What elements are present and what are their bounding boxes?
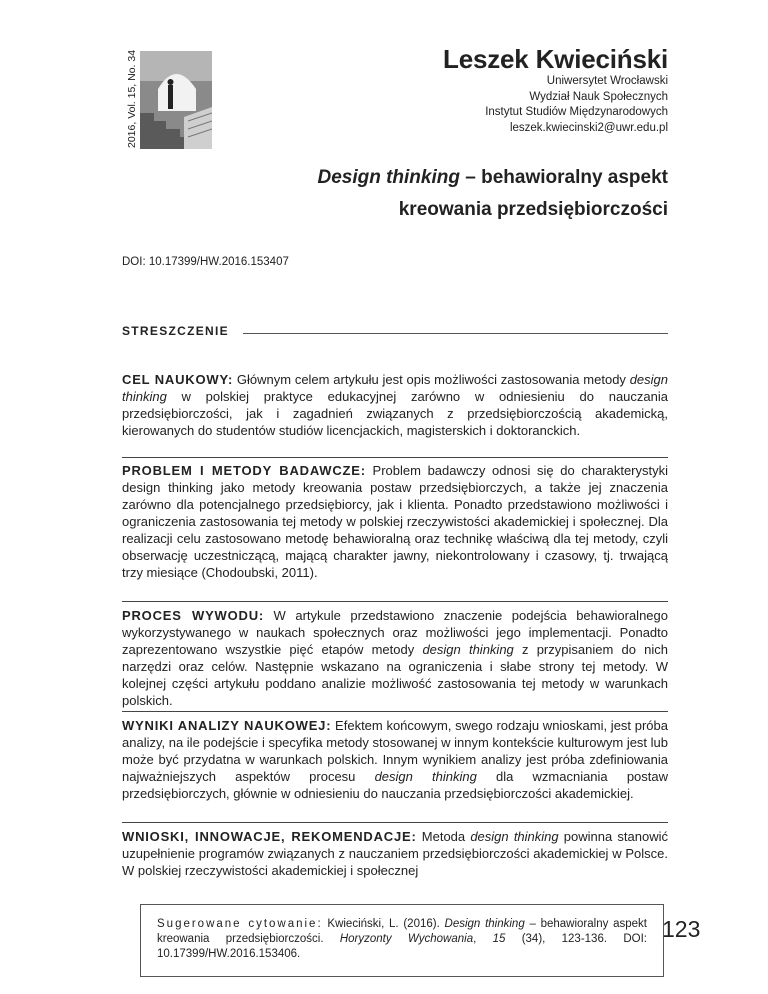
author-block — [443, 44, 668, 136]
abstract-heading-row — [122, 324, 668, 338]
section-divider — [122, 457, 668, 458]
journal-logo — [140, 51, 212, 149]
affiliation-institute: Instytut Studiów Międzynarodowych — [485, 106, 668, 118]
journal-volume-label: 2016, Vol. 15, No. 34 — [126, 49, 138, 148]
abstract-heading: STRESZCZENIE — [122, 324, 229, 338]
section-label: CEL NAUKOWY: — [122, 372, 234, 387]
title-line1-rest: – behawioralny aspekt — [459, 167, 668, 188]
section-divider — [122, 711, 668, 712]
affiliation-university: Uniwersytet Wrocławski — [546, 75, 668, 87]
heading-rule — [243, 333, 668, 334]
section-proces: PROCES WYWODU: W artykule przedstawiono znaczenie podejścia behawioralnego wykorzystywanego w naukach społecznych oraz możliwości jego implementacji. Ponadto zaprezentowano wszystkie pięć etapów metody design thinking z przypisaniem do nich narzędzi oraz celów. Następnie wskazano na ograniczenia i słabe strony tej metody. W kolejnej części artykułu poddano analizie możliwość zastosowania tej metody w warunkach polskich. — [122, 608, 668, 708]
title-line2: kreowania przedsiębiorczości — [398, 199, 668, 220]
section-label: WNIOSKI, INNOWACJE, REKOMENDACJE: — [122, 829, 417, 844]
doi[interactable]: DOI: 10.17399/HW.2016.153407 — [122, 256, 289, 268]
section-wyniki: WYNIKI ANALIZY NAUKOWEJ: Efektem końcowym, swego rodzaju wnioskami, jest próba analizy, na ile podejście i specyfika metody stosowanej w innym kontekście kulturowym jest lub może być przydatna w warunkach polskich. Innym wynikiem analizy jest próba zdefiniowania najważniejszych aspektów procesu design thinking dla wzmacniania postaw przedsiębiorczych, głównie w odniesieniu do nauczania przedsiębiorczości akademickiej. — [122, 718, 669, 801]
suggested-citation-box: Sugerowane cytowanie: Kwieciński, L. (2016). Design thinking – behawioralny aspekt kreowania przedsiębiorczości. Horyzonty Wychowania, 15 (34), 123-136. DOI: 10.17399/HW.2016.153406. — [140, 904, 664, 977]
citation-prefix: Sugerowane cytowanie: — [157, 918, 323, 930]
section-wnioski: WNIOSKI, INNOWACJE, REKOMENDACJE: Metoda design thinking powinna stanowić uzupełnienie programów związanych z nauczaniem przedsiębiorczości akademickiej w Polsce. W polskiej rzeczywistości akademickiej i społecznej — [122, 829, 668, 878]
section-divider — [122, 601, 668, 602]
section-divider — [122, 822, 668, 823]
author-email[interactable]: leszek.kwiecinski2@uwr.edu.pl — [509, 121, 668, 134]
section-label: PROCES WYWODU: — [122, 608, 265, 623]
section-label: PROBLEM I METODY BADAWCZE: — [122, 463, 366, 478]
title-italic: Design thinking — [317, 167, 460, 188]
section-label: WYNIKI ANALIZY NAUKOWEJ: — [122, 718, 332, 733]
author-name: Leszek Kwieciński — [443, 44, 668, 74]
section-problem: PROBLEM I METODY BADAWCZE: Problem badawczy odnosi się do charakterystyki design thinking jako metody kreowania postaw przedsiębiorczych, a także jej znaczenia zarówno dla potencjalnego przedsiębiorcy, jak i klienta. Ponadto przedstawiono możliwości i ograniczenia zastosowania tej metody w polskiej rzeczywistości akademickiej i społecznej. Dla realizacji celu zastosowano metodę behawioralną oraz technikę właściwą dla tej metody, czyli obserwację uczestniczącą, mającą charakter jawny, niekontrolowany i czasowy, tj. trwającą trzy miesiące (Chodoubski, 2011). — [122, 463, 669, 580]
page-number: 123 — [662, 916, 701, 942]
article-title — [317, 162, 668, 226]
affiliation-faculty: Wydział Nauk Społecznych — [529, 90, 668, 103]
section-cel: CEL NAUKOWY: Głównym celem artykułu jest opis możliwości zastosowania metody design thinking w polskiej praktyce edukacyjnej zarówno w odniesieniu do nauczania przedsiębiorczości, jak i zagadnień związanych z przedsiębiorczością akademicką, kierowanych do studentów studiów licencjackich, magisterskich i doktoranckich. — [122, 372, 668, 438]
